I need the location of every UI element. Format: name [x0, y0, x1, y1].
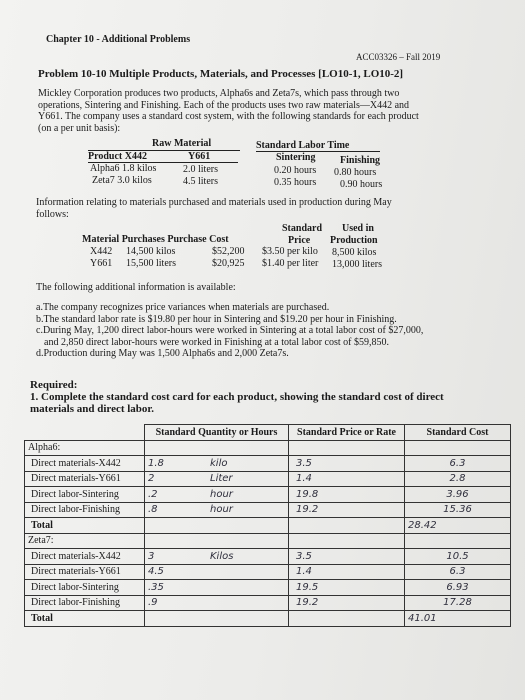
purchases-cell: 14,500 kilos	[126, 246, 176, 257]
quantity-cell	[145, 595, 289, 611]
line-item-label: Direct labor-Finishing	[25, 502, 145, 518]
quantity-cell	[145, 471, 289, 487]
line-item-label: Direct materials-Y661	[25, 564, 145, 580]
cost-cell	[405, 487, 511, 503]
price-header: Standard Price or Rate	[289, 425, 405, 441]
handwritten-cost: 15.36	[443, 504, 472, 516]
price-cell	[289, 549, 405, 565]
total-cost-cell	[405, 518, 511, 534]
quantity-cell	[145, 456, 289, 472]
purchases-header-row: Material Purchases Purchase Cost	[82, 234, 229, 245]
sintering-header: Sintering	[276, 152, 316, 163]
handwritten-cost: 6.3	[449, 457, 466, 469]
total-label: Total	[25, 611, 145, 627]
info-line: Information relating to materials purchased and materials used in production during May	[36, 197, 392, 208]
handwritten-quantity: 1.8	[148, 457, 164, 469]
price-cell	[289, 502, 405, 518]
price-cell	[289, 487, 405, 503]
line-item-label: Direct materials-Y661	[25, 471, 145, 487]
purchases-cell: 8,500 kilos	[332, 247, 377, 258]
product-header: Product X442	[88, 151, 147, 162]
cost-card-header	[25, 425, 511, 441]
cost-cell	[405, 471, 511, 487]
problem-intro	[38, 88, 419, 134]
additional-item: a.The company recognizes price variances when materials are purchased.	[36, 302, 330, 313]
quantity-cell	[145, 549, 289, 565]
handwritten-total: 41.01	[408, 612, 437, 624]
info-text	[36, 197, 392, 220]
purchases-cell: $3.50 per kilo	[262, 246, 318, 257]
handwritten-quantity: .9	[148, 597, 158, 609]
handwritten-cost: 3.96	[446, 488, 469, 500]
total-row	[25, 611, 511, 627]
handwritten-cost: 17.28	[443, 597, 472, 609]
additional-item: d.Production during May was 1,500 Alpha6s and 2,000 Zeta7s.	[36, 348, 289, 359]
empty-cell	[145, 518, 289, 534]
blank-header	[25, 425, 145, 441]
quantity-header: Standard Quantity or Hours	[145, 425, 289, 441]
standards-cell: 0.80 hours	[334, 167, 377, 178]
cost-row	[25, 487, 511, 503]
cost-header: Standard Cost	[405, 425, 511, 441]
cost-row	[25, 456, 511, 472]
price-cell	[289, 580, 405, 596]
total-label: Total	[25, 518, 145, 534]
handwritten-quantity: 3	[148, 550, 155, 562]
problem-title: Problem 10-10 Multiple Products, Materials, and Processes [LO10-1, LO10-2]	[38, 68, 404, 80]
divider	[256, 151, 380, 152]
y661-header: Y661	[188, 151, 211, 162]
info-line: follows:	[36, 208, 69, 220]
intro-line: Y661. The company uses a standard cost system, with the following standards for each product	[38, 111, 419, 122]
purchases-cell: $1.40 per liter	[262, 258, 319, 269]
empty-cell	[289, 440, 405, 456]
course-label: ACC03326 – Fall 2019	[356, 52, 441, 62]
cost-row	[25, 564, 511, 580]
handwritten-price: 3.5	[296, 550, 312, 562]
empty-cell	[289, 518, 405, 534]
handwritten-price: 3.5	[296, 457, 312, 469]
cost-cell	[405, 564, 511, 580]
price-header: Price	[288, 235, 311, 246]
line-item-label: Direct labor-Sintering	[25, 580, 145, 596]
used-in-header: Used in	[342, 223, 374, 234]
chapter-heading: Chapter 10 - Additional Problems	[46, 34, 191, 45]
standards-row: Alpha6 1.8 kilos	[90, 163, 157, 174]
cost-row	[25, 595, 511, 611]
empty-cell	[405, 533, 511, 549]
standards-row: Zeta7 3.0 kilos	[92, 175, 152, 186]
additional-list	[36, 302, 423, 360]
handwritten-total: 28.42	[408, 519, 437, 531]
required-heading: Required:	[30, 379, 78, 391]
handwritten-price: 1.4	[296, 566, 312, 578]
empty-cell	[145, 611, 289, 627]
additional-item: c.During May, 1,200 direct labor-hours were worked in Sintering at a total labor cost of $27,000,	[36, 325, 424, 336]
cost-cell	[405, 580, 511, 596]
handwritten-cost: 2.8	[449, 473, 466, 485]
standard-cost-card	[24, 424, 511, 627]
additional-item: and 2,850 direct labor-hours were worked in Finishing at a total labor cost of $59,850.	[44, 336, 389, 348]
handwritten-unit: hour	[210, 504, 233, 516]
standards-cell: 0.90 hours	[340, 179, 383, 190]
price-cell	[289, 595, 405, 611]
standards-cell: 2.0 liters	[183, 164, 218, 175]
purchases-cell: $20,925	[212, 258, 245, 269]
cost-cell	[405, 456, 511, 472]
cost-row	[25, 502, 511, 518]
line-item-label: Direct materials-X442	[25, 456, 145, 472]
finishing-header: Finishing	[340, 155, 381, 166]
additional-item: b.The standard labor rate is $19.80 per hour in Sintering and $19.20 per hour in Finishing.	[36, 313, 397, 325]
quantity-cell	[145, 580, 289, 596]
required-line: materials and direct labor.	[30, 403, 155, 415]
handwritten-price: 19.2	[296, 597, 319, 609]
quantity-cell	[145, 487, 289, 503]
empty-cell	[145, 533, 289, 549]
handwritten-cost: 6.3	[449, 566, 466, 578]
total-row	[25, 518, 511, 534]
total-cost-cell	[405, 611, 511, 627]
handwritten-price: 19.2	[296, 504, 319, 516]
standards-cell: 4.5 liters	[183, 176, 218, 187]
price-cell	[289, 471, 405, 487]
handwritten-cost: 6.93	[446, 581, 469, 593]
handwritten-unit: kilo	[210, 457, 228, 469]
line-item-label: Direct labor-Finishing	[25, 595, 145, 611]
labor-time-header: Standard Labor Time	[256, 140, 350, 151]
handwritten-quantity: 2	[148, 473, 155, 485]
handwritten-unit: Liter	[210, 473, 233, 485]
handwritten-price: 1.4	[296, 473, 312, 485]
production-header: Production	[330, 235, 378, 246]
standards-cell: 0.20 hours	[274, 165, 317, 176]
quantity-cell	[145, 564, 289, 580]
purchases-cell: X442	[90, 246, 113, 257]
empty-cell	[289, 611, 405, 627]
handwritten-unit: hour	[210, 488, 233, 500]
handwritten-quantity: .35	[148, 581, 164, 593]
cost-cell	[405, 595, 511, 611]
section-name: Alpha6:	[25, 440, 145, 456]
intro-line: operations, Sintering and Finishing. Each of the products uses two raw materials—X442 and	[38, 99, 410, 111]
raw-material-header: Raw Material	[152, 138, 212, 149]
price-cell	[289, 456, 405, 472]
empty-cell	[145, 440, 289, 456]
price-cell	[289, 564, 405, 580]
cost-cell	[405, 549, 511, 565]
cost-row	[25, 580, 511, 596]
empty-cell	[405, 440, 511, 456]
handwritten-price: 19.8	[296, 488, 319, 500]
intro-line: (on a per unit basis):	[38, 122, 121, 134]
line-item-label: Direct labor-Sintering	[25, 487, 145, 503]
additional-intro: The following additional information is available:	[36, 282, 236, 293]
section-name: Zeta7:	[25, 533, 145, 549]
cost-row	[25, 471, 511, 487]
purchases-cell: 13,000 liters	[332, 259, 382, 270]
handwritten-unit: Kilos	[210, 550, 234, 562]
cost-row	[25, 549, 511, 565]
quantity-cell	[145, 502, 289, 518]
purchases-cell: Y661	[90, 258, 113, 269]
purchases-cell: $52,200	[212, 246, 245, 257]
required-line: 1. Complete the standard cost card for each product, showing the standard cost of direct	[30, 391, 444, 403]
intro-line: Mickley Corporation produces two products, Alpha6s and Zeta7s, which pass through two	[38, 88, 400, 99]
handwritten-price: 19.5	[296, 581, 319, 593]
handwritten-quantity: 4.5	[148, 566, 164, 578]
handwritten-cost: 10.5	[446, 550, 469, 562]
standard-header: Standard	[282, 223, 323, 234]
cost-cell	[405, 502, 511, 518]
handwritten-quantity: .8	[148, 504, 158, 516]
standards-cell: 0.35 hours	[274, 177, 317, 188]
empty-cell	[289, 533, 405, 549]
line-item-label: Direct materials-X442	[25, 549, 145, 565]
purchases-cell: 15,500 liters	[126, 258, 176, 269]
section-header-row	[25, 440, 511, 456]
section-header-row	[25, 533, 511, 549]
handwritten-quantity: .2	[148, 488, 158, 500]
